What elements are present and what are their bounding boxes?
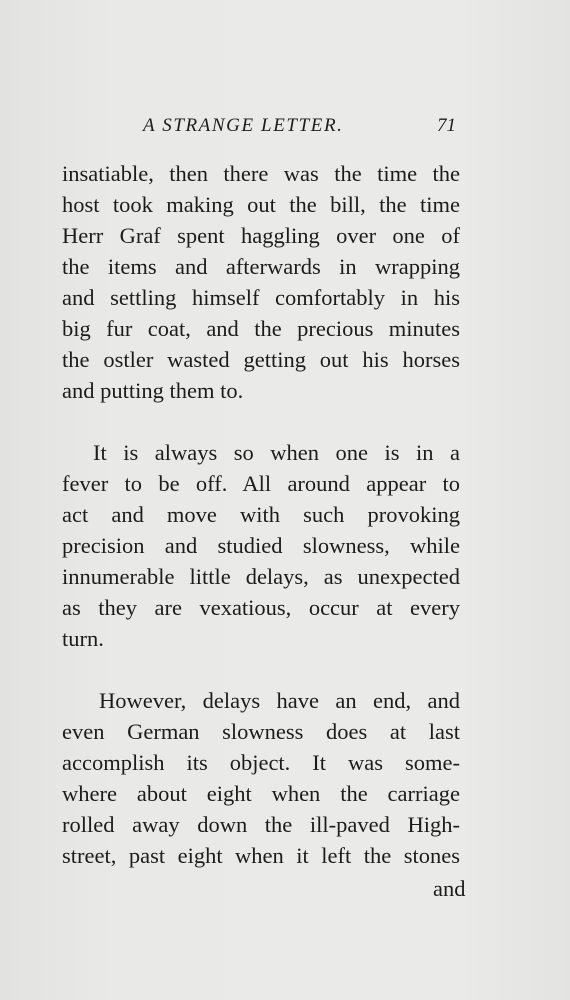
text-line: insatiable, then there was the time the [62,161,460,186]
text-line: host took making out the bill, the time [62,192,460,217]
text-line: rolled away down the ill-paved High- [62,812,460,837]
body-text [62,158,460,871]
paragraph-3 [62,685,460,871]
paragraph-2 [62,437,460,654]
text-line: It is always so when one is in a [93,440,460,465]
text-line: the items and afterwards in wrapping [62,254,460,279]
page-number: 71 [437,115,456,136]
catchword: and [433,876,466,901]
text-line: and settling himself comfortably in his [62,285,460,310]
text-line: However, delays have an end, and [99,688,460,713]
text-line: innumerable little delays, as unexpected [62,564,460,589]
text-line: where about eight when the carriage [62,781,460,806]
running-header [0,115,570,145]
text-line: precision and studied slowness, while [62,533,460,558]
text-line: act and move with such provoking [62,502,460,527]
text-line: even German slowness does at last [62,719,460,744]
text-line: the ostler wasted getting out his horses [62,347,460,372]
text-line: fever to be off. All around appear to [62,471,460,496]
running-title: A STRANGE LETTER. [143,115,344,136]
text-line: accomplish its object. It was some- [62,750,460,775]
text-line: turn. [62,626,104,651]
text-line: as they are vexatious, occur at every [62,595,460,620]
text-line: big fur coat, and the precious minutes [62,316,460,341]
text-line: street, past eight when it left the stones [62,843,460,868]
paragraph-1 [62,158,460,406]
text-line: Herr Graf spent haggling over one of [62,223,460,248]
text-line: and putting them to. [62,378,244,403]
